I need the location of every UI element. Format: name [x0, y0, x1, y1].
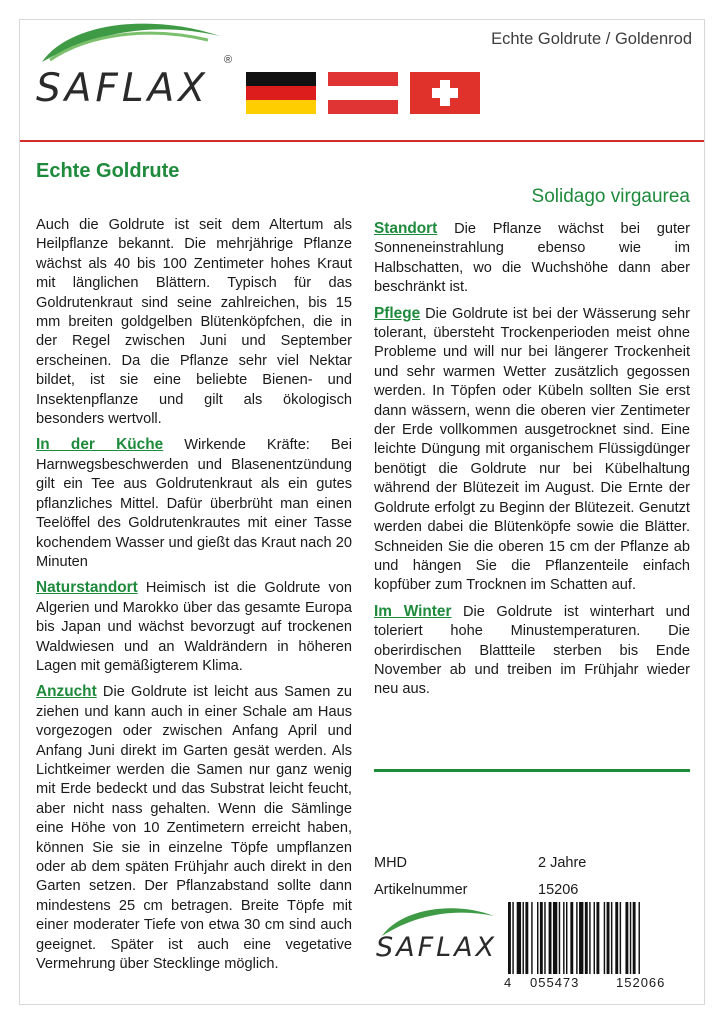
- austria-flag-icon: [328, 72, 398, 114]
- mhd-label: MHD: [374, 855, 408, 871]
- kueche-text: Wirkende Kräfte: Bei Harnwegsbeschwerden und Blasenentzündung gilt ein Tee aus Goldrutenkraut als ein gutes pflanzliches Mittel. Dafür überbrüht man einen Teelöffel des Goldrutenkrautes mit einer Tasse kochendem Wasser und gießt das Kraut nach 20 Minuten: [36, 437, 352, 570]
- right-column: [374, 219, 690, 706]
- mhd-value: 2 Jahre: [538, 855, 587, 871]
- pflege-text: Die Goldrute ist bei der Wässerung sehr tolerant, übersteht Trockenperioden meist ohne Probleme und will nur bei längerer Trockenheit und sehr warmen Wetter zusätzlich gegossen werden. In Töpfen oder Kübeln sollten Sie erst dann wässern, wenn die oberen vier Zentimeter der Erde vollkommen ausgetrocknet sind. Eine leichte Düngung mit organischem Flüssigdünger benötigt die Goldrute nur bei Kübelhaltung während der Blütezeit im August. Die Ernte der Goldrute erfolgt zu Beginn der Blütezeit. Genutzt werden dabei die Blütenköpfe sowie die Blätter. Schneiden Sie die oberen 15 cm der Pflanze ab und hängen Sie die Pflanzenteile einfach kopfüber zum Trocknen im Schatten auf.: [374, 305, 690, 594]
- header-title: Echte Goldrute / Goldenrod: [491, 30, 692, 48]
- article-number-label: Artikelnummer: [374, 882, 468, 898]
- switzerland-flag-icon: [410, 72, 480, 114]
- standort-section: [374, 219, 690, 298]
- anzucht-section: [36, 682, 352, 974]
- pflege-section: [374, 304, 690, 596]
- kueche-section: [36, 435, 352, 572]
- standort-heading: Standort: [374, 220, 438, 237]
- naturstandort-section: [36, 578, 352, 676]
- logo-text: SAFLAX: [36, 66, 209, 111]
- section-divider: [374, 769, 690, 772]
- article-number-value: 15206: [538, 882, 579, 898]
- winter-heading: Im Winter: [374, 602, 452, 620]
- barcode-digits-left: 055473: [530, 975, 580, 990]
- naturstandort-text: Heimisch ist die Goldrute von Algerien und Marokko über das gesamte Europa bis Japan und wächst bevorzugt auf trockenen Waldwiesen und an Waldrändern in höheren Lagen mit gemäßigterem Klima.: [36, 580, 352, 674]
- left-column: [36, 216, 352, 980]
- footer-logo-text: SAFLAX: [376, 932, 498, 963]
- pflege-heading: Pflege: [374, 304, 421, 322]
- intro-paragraph: Auch die Goldrute ist seit dem Altertum als Heilpflanze bekannt. Die mehrjährige Pflanze wächst als 40 bis 100 Zentimeter hohes Kraut mit länglichen Blättern. Typisch für das Goldrutenkraut sind seine zahlreichen, bis 15 mm breiten goldgelben Blütenköpfchen, die in der Regel zwischen Juni und September erscheinen. Da die Pflanze sehr viel Nektar bildet, ist sie eine beliebte Bienen- und Insektenpflanze und gilt als ökologisch besonders wertvoll.: [36, 217, 352, 428]
- naturstandort-heading: Naturstandort: [36, 579, 138, 597]
- barcode-icon: [504, 902, 690, 974]
- kueche-heading: In der Küche: [36, 436, 164, 454]
- footer-logo: [372, 900, 502, 980]
- anzucht-text: Die Goldrute ist leicht aus Samen zu ziehen und kann auch in einer Schale am Haus vorgezogen oder zwischen Anfang April und Anfang Juni direkt im Garten gesät werden. Als Lichtkeimer werden die Samen nur ganz wenig mit Erde bedeckt und das Substrat leicht feucht, aber nicht nass gehalten. Wenn die Sämlinge eine Höhe von 10 Zentimetern erreicht haben, können Sie sie in einzelne Töpfe umpflanzen oder ab dem späten Frühjahr auch direkt in den Garten setzen. Der Pflanzabstand sollte dann mindestens 25 cm betragen. Breite Töpfe mit einer moderater Tiefe von etwa 30 cm sind auch geeignet. Später ist auch eine vegetative Vermehrung über Stecklinge möglich.: [36, 684, 352, 973]
- product-title: Echte Goldrute: [36, 160, 180, 182]
- anzucht-heading: Anzucht: [36, 683, 97, 701]
- header-divider: [20, 140, 704, 142]
- latin-name: Solidago virgaurea: [531, 186, 690, 207]
- barcode-digits-right: 152066: [616, 975, 666, 990]
- winter-section: [374, 602, 690, 700]
- standort-text: Die Pflanze wächst bei guter Sonneneinstrahlung ebenso wie im Halbschatten, wo die Wuchshöhe dann aber beschränkt ist.: [374, 221, 690, 296]
- winter-text: Die Goldrute ist winterhart und toleriert hohe Minustemperaturen. Die oberirdischen Blattteile sterben bis Ende November ab und treiben im Frühjahr wieder neu aus.: [374, 603, 691, 698]
- registered-mark: ®: [224, 54, 233, 66]
- germany-flag-icon: [246, 72, 316, 114]
- barcode-digit-first: 4: [504, 975, 512, 990]
- leaf-swoosh-icon: [28, 14, 248, 74]
- saflax-logo: [28, 10, 248, 120]
